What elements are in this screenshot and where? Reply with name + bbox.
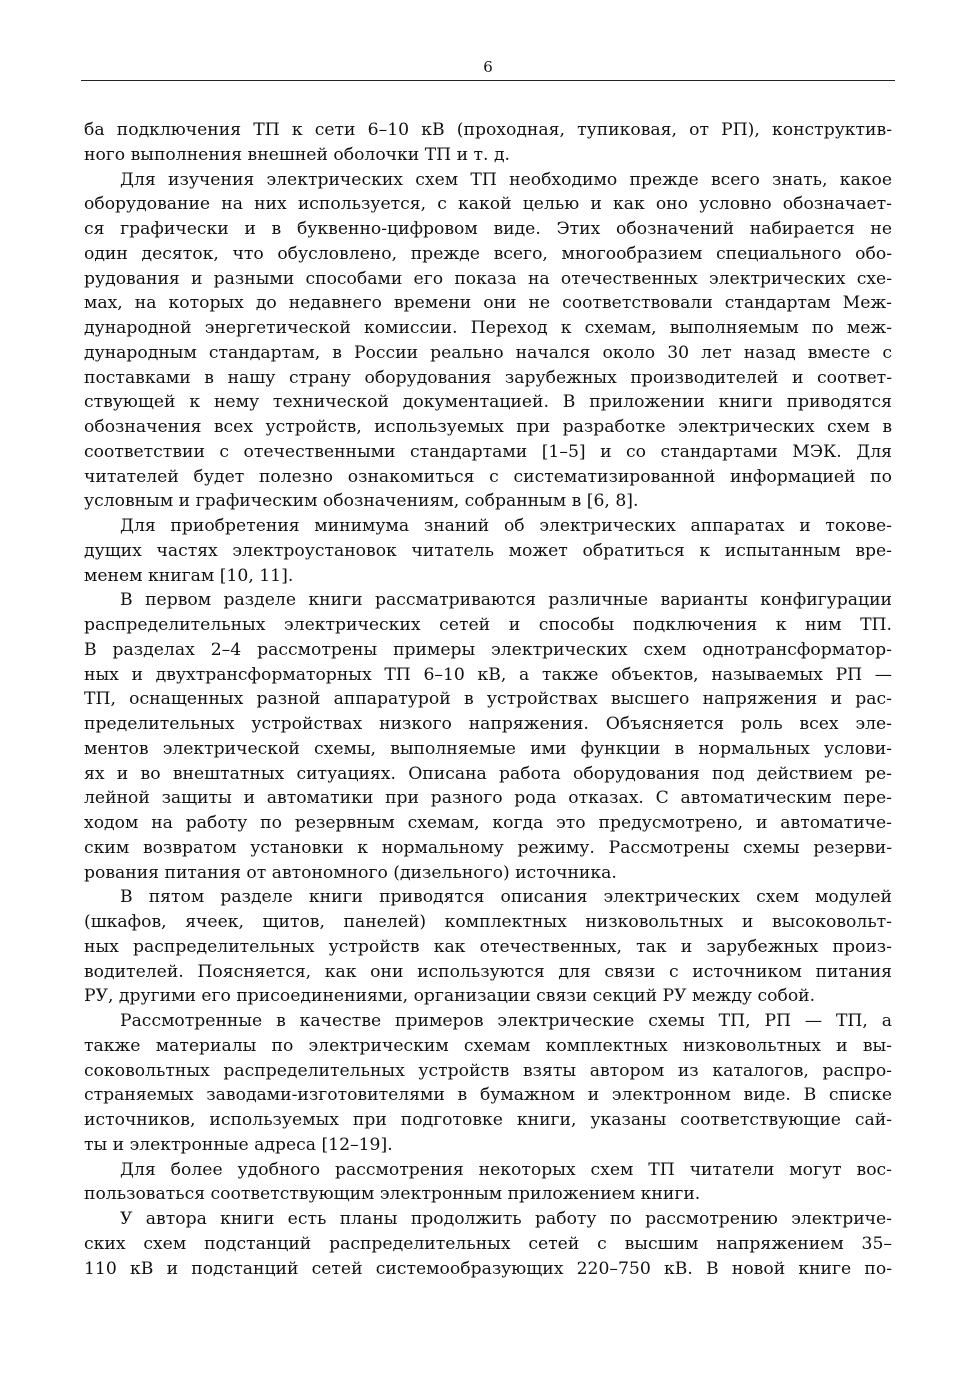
- paragraph-line: также материалы по электрическим схемам комплектных низковольтных и вы-: [84, 1035, 892, 1056]
- paragraph-line: распределительных электрических сетей и способы подключения к ним ТП.: [84, 615, 892, 635]
- paragraph-line: страняемых заводами-изготовителями в бумажном и электронном виде. В списке: [84, 1085, 892, 1106]
- paragraph-line: 110 кВ и подстанций сетей системообразующих 220–750 кВ. В новой книге по-: [84, 1258, 892, 1279]
- paragraph-line: лейной защиты и автоматики при разного рода отказах. С автоматическим пере-: [84, 788, 892, 809]
- paragraph-line: пределительных устройствах низкого напряжения. Объясняется роль всех эле-: [84, 714, 892, 734]
- paragraph-line: ях и во внештатных ситуациях. Описана работа оборудования под действием ре-: [84, 763, 892, 784]
- paragraph-line: мах, на которых до недавнего времени они не соответствовали стандартам Меж-: [84, 293, 892, 314]
- paragraph-line: дународным стандартам, в России реально начался около 30 лет назад вместе с: [84, 342, 892, 363]
- paragraph-line: В первом разделе книги рассматриваются различные варианты конфигурации: [120, 590, 892, 611]
- paragraph-line: дународной энергетической комиссии. Переход к схемам, выполняемым по меж-: [84, 318, 892, 338]
- paragraph-line: РУ, другими его присоединениями, организации связи секций РУ между собой.: [84, 986, 816, 1007]
- paragraph-line: В разделах 2–4 рассмотрены примеры электрических схем однотрансформатор-: [84, 639, 892, 660]
- header-rule: [81, 80, 895, 81]
- paragraph-line: дущих частях электроустановок читатель может обратиться к испытанным вре-: [84, 540, 892, 561]
- paragraph-line: пользоваться соответствующим электронным приложением книги.: [84, 1184, 701, 1205]
- paragraph-line: оборудование на них используется, с какой целью и как оно условно обозначает-: [84, 194, 892, 215]
- paragraph-line: Рассмотренные в качестве примеров электрические схемы ТП, РП — ТП, а: [120, 1011, 892, 1031]
- paragraph-line: ствующей к нему технической документацией. В приложении книги приводятся: [84, 392, 892, 413]
- paragraph-line: ходом на работу по резервным схемам, когда это предусмотрено, и автоматиче-: [84, 813, 892, 833]
- paragraph-line: В пятом разделе книги приводятся описания электрических схем модулей: [120, 887, 892, 908]
- paragraph-line: Для приобретения минимума знаний об электрических аппаратах и токове-: [120, 516, 892, 536]
- paragraph-line: водителей. Поясняется, как они используются для связи с источником питания: [84, 961, 892, 982]
- paragraph-line: ных и двухтрансформаторных ТП 6–10 кВ, а также объектов, называемых РП —: [84, 664, 892, 685]
- page-number: 6: [483, 58, 493, 76]
- paragraph-line: обозначения всех устройств, используемых при разработке электрических схем в: [84, 417, 892, 437]
- paragraph-line: ТП, оснащенных разной аппаратурой в устройствах высшего напряжения и рас-: [84, 689, 892, 710]
- paragraph-line: (шкафов, ячеек, щитов, панелей) комплектных низковольтных и высоковольт-: [84, 912, 892, 932]
- paragraph-line: ским возвратом установки к нормальному режиму. Рассмотрены схемы резерви-: [84, 837, 892, 858]
- paragraph-line: рования питания от автономного (дизельного) источника.: [84, 862, 617, 883]
- paragraph-line: соковольтных распределительных устройств взяты автором из каталогов, распро-: [84, 1060, 892, 1081]
- paragraph-line: рудования и разными способами его показа на отечественных электрических схе-: [84, 268, 892, 289]
- paragraph-line: ба подключения ТП к сети 6–10 кВ (проходная, тупиковая, от РП), конструктив-: [84, 120, 892, 140]
- paragraph-line: ты и электронные адреса [12–19].: [84, 1134, 393, 1155]
- paragraph-line: источников, используемых при подготовке книги, указаны соответствующие сай-: [84, 1110, 892, 1130]
- paragraph-line: читателей будет полезно ознакомиться с систематизированной информацией по: [84, 466, 892, 487]
- paragraph-line: один десяток, что обусловлено, прежде всего, многообразием специального обо-: [84, 243, 892, 264]
- paragraph-line: ментов электрической схемы, выполняемые ими функции в нормальных услови-: [84, 738, 892, 759]
- paragraph-line: условным и графическим обозначениям, собранным в [6, 8].: [84, 491, 639, 512]
- paragraph-line: Для изучения электрических схем ТП необходимо прежде всего знать, какое: [120, 169, 892, 190]
- paragraph-line: ся графически и в буквенно-цифровом виде. Этих обозначений набирается не: [84, 219, 892, 239]
- paragraph-line: соответствии с отечественными стандартами [1–5] и со стандартами МЭК. Для: [84, 441, 892, 462]
- body-text: [84, 118, 892, 1281]
- paragraph-line: поставками в нашу страну оборудования зарубежных производителей и соответ-: [84, 367, 892, 388]
- paragraph-line: ного выполнения внешней оболочки ТП и т. д.: [84, 144, 511, 165]
- paragraph-line: У автора книги есть планы продолжить работу по рассмотрению электриче-: [120, 1209, 892, 1229]
- paragraph-line: ных распределительных устройств как отечественных, так и зарубежных произ-: [84, 936, 892, 957]
- paragraph-line: менем книгам [10, 11].: [84, 565, 294, 586]
- paragraph-line: Для более удобного рассмотрения некоторых схем ТП читатели могут вос-: [120, 1159, 892, 1180]
- paragraph-line: ских схем подстанций распределительных сетей с высшим напряжением 35–: [84, 1233, 892, 1254]
